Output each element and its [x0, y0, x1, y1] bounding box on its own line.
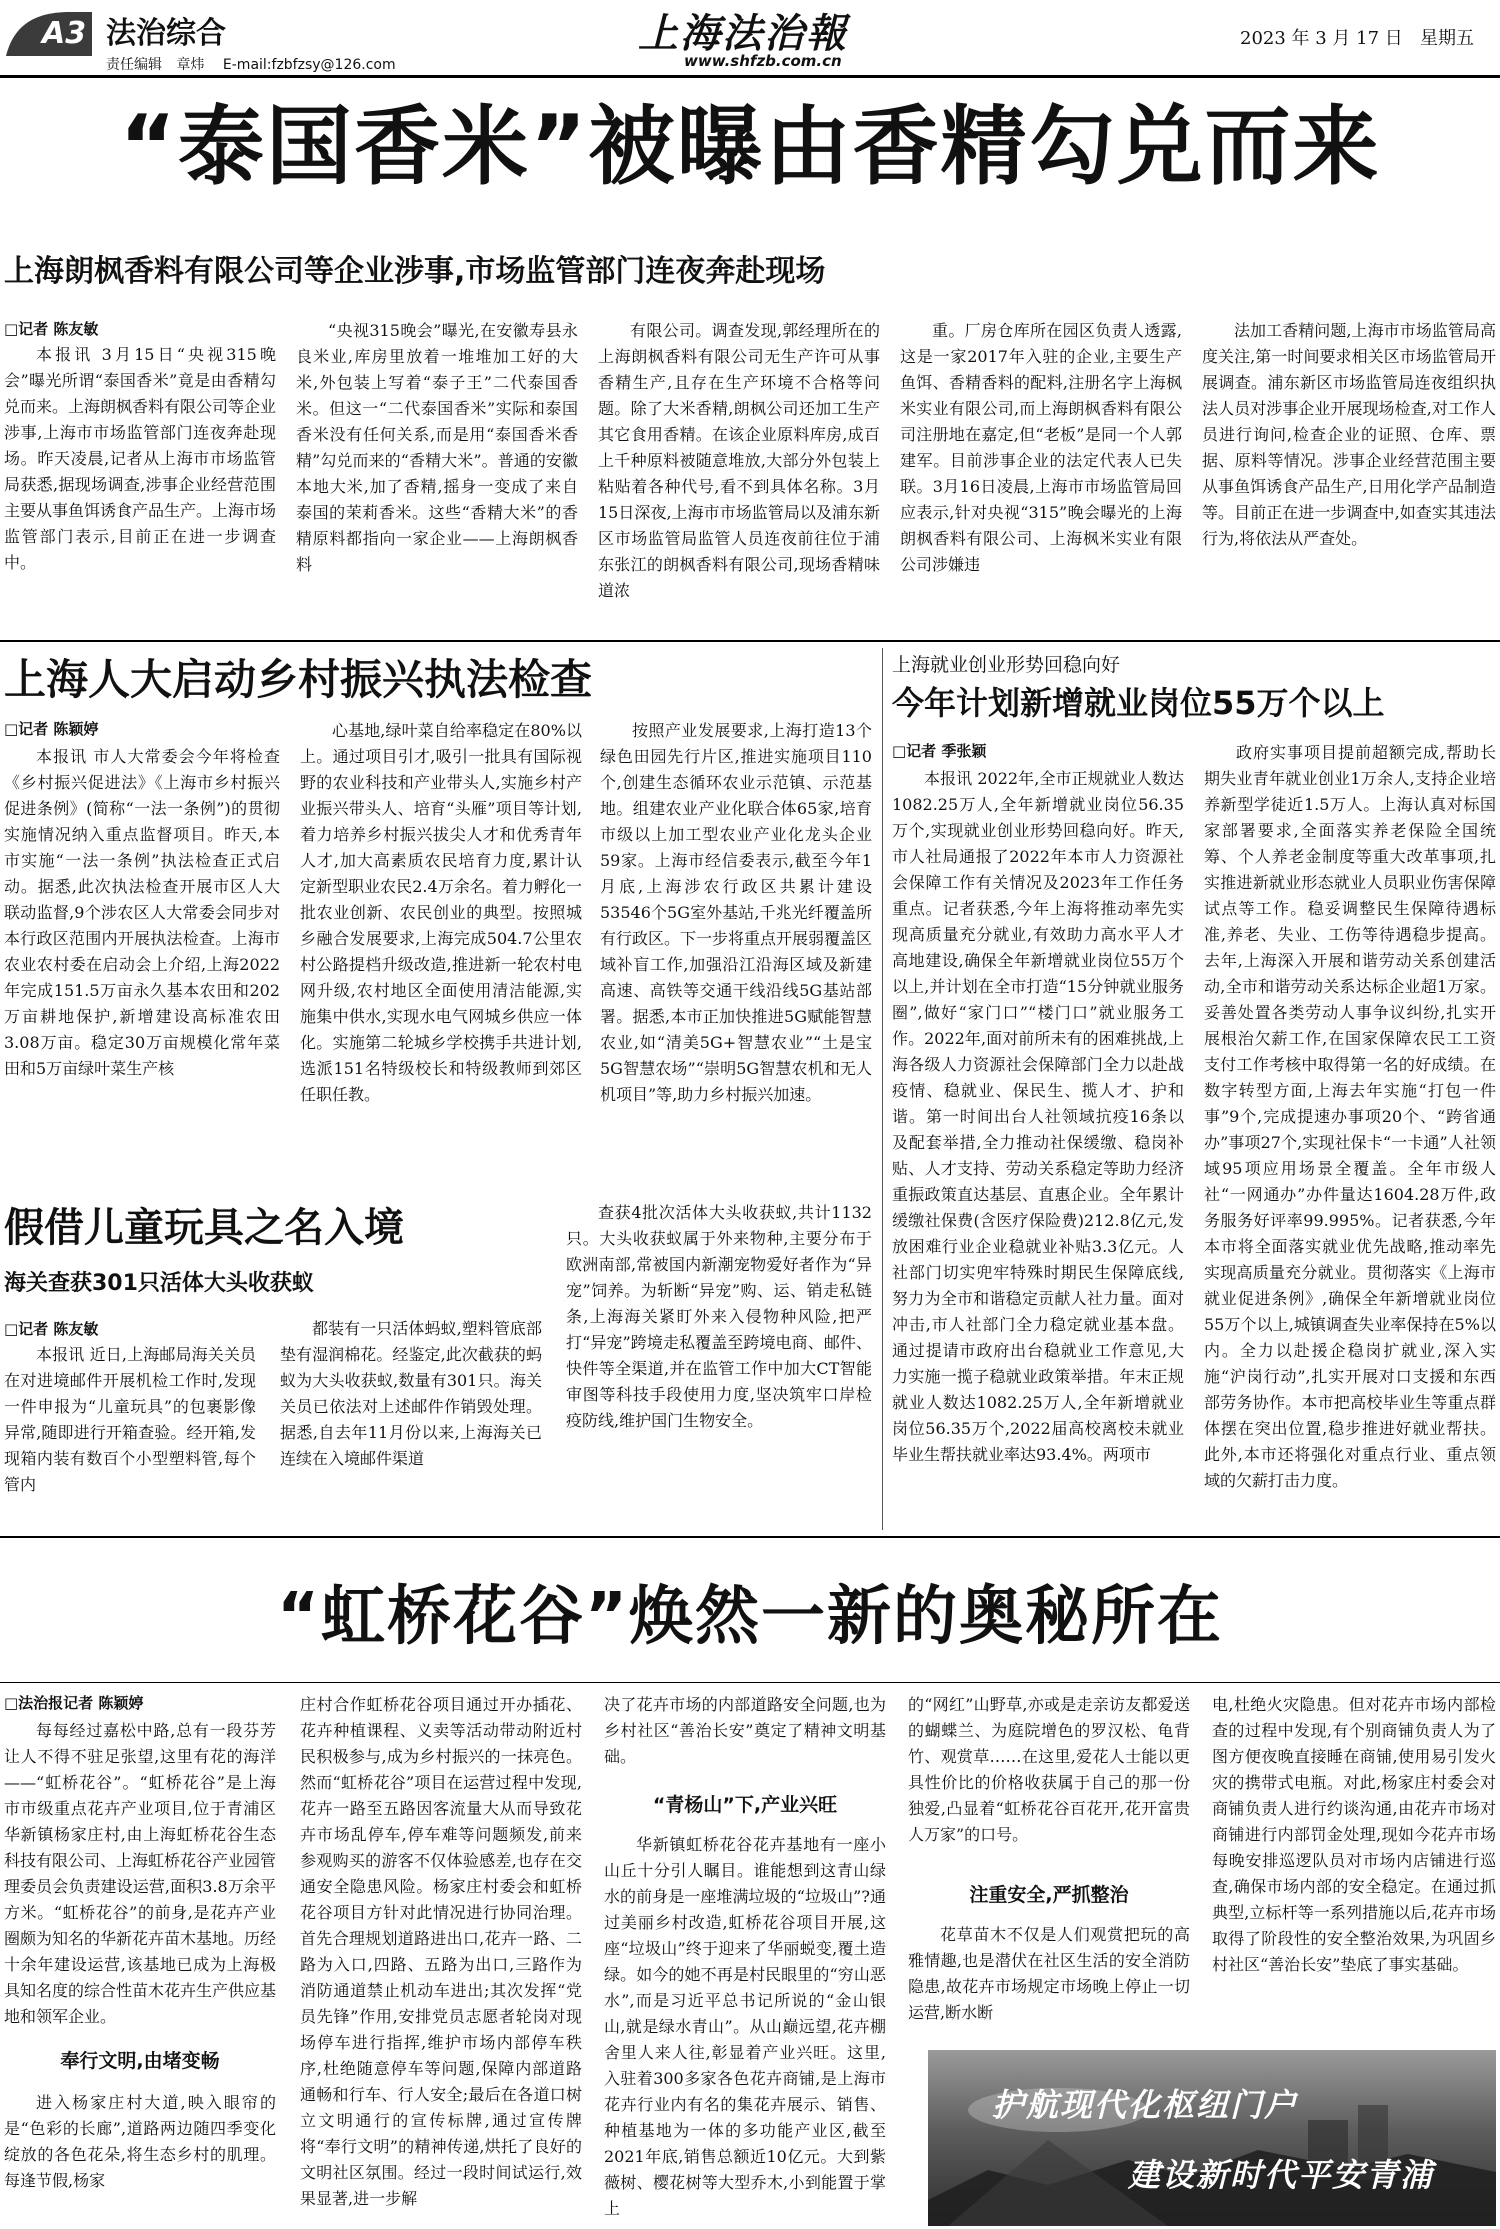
story3-col1: 本报讯 近日,上海邮局海关关员在对进境邮件开展机检工作时,发现一件申报为“儿童玩具”的包裹影像异常,随即进行开箱查验。经开箱,发现箱内装有数百个小型塑料管,每个管内 [4, 1345, 256, 1494]
page-number: A3 [42, 16, 87, 51]
issue-date: 2023 年 3 月 17 日 [1240, 28, 1403, 49]
story5-subhead2: “青杨山”下,产业兴旺 [652, 1794, 838, 1816]
story2-col1: 本报讯 市人大常委会今年将检查《乡村振兴促进法》《上海市乡村振兴促进条例》(简称“一法一条例”)的贯彻实施情况纳入重点监督项目。昨天,本市实施“一法一条例”执法检查正式启动。据悉,此次执法检查开展市区人大联动监督,9个涉农区人大常委会同步对本行政区范围内开展执法检查。上海市农业农村委在启动会上介绍,上海2022年完成151.5万亩永久基本农田和202万亩耕地保护,新增建设高标准农田3.08万亩。稳定30万亩规模化常年菜田和5万亩绿叶菜生产核 [4, 747, 280, 1078]
issue-weekday: 星期五 [1420, 28, 1474, 49]
editor-name: 章炜 [176, 57, 205, 73]
story5-subhead1: 奉行文明,由堵变畅 [60, 2050, 220, 2072]
paper-name: 上海法治報 [638, 10, 848, 57]
story4-byline: □记者 季张颖 [892, 742, 987, 760]
page-number-tab [0, 6, 96, 60]
story4-bottom-rule [0, 1536, 1500, 1538]
story5-col3b: 华新镇虹桥花谷花卉基地有一座小山丘十分引人瞩目。谁能想到这青山绿水的前身是一座堆满垃圾的“垃圾山”?通过美丽乡村改造,虹桥花谷项目开展,这座“垃圾山”终于迎来了华丽蜕变,覆土造绿。如今的她不再是村民眼里的“穷山恶水”,而是习近平总书记所说的“金山银山,就是绿水青山”。从山巅远望,花卉棚舍里人来人往,彰显着产业兴旺。这里,入驻着300多家各色花卉商铺,是上海市花卉行业内有名的集花卉展示、销售、种植基地为一体的多功能产业区,截至2021年底,销售总额近10亿元。大到紫薇树、樱花树等大型乔木,小到能置于掌上 [604, 1835, 886, 2218]
story1-col1: 本报讯 3月15日“央视315晚会”曝光所谓“泰国香米”竟是由香精勾兑而来。上海朗枫香料有限公司等企业涉事,上海市市场监管部门连夜奔赴现场。昨天凌晨,记者从上海市市场监管局获悉,据现场调查,涉事企业经营范围主要从事鱼饵诱食产品生产。上海市场监管部门表示,目前正在进一步调查中。 [4, 345, 276, 572]
story4-kicker: 上海就业创业形势回稳向好 [892, 654, 1121, 676]
story2-col3: 按照产业发展要求,上海打造13个绿色田园先行片区,推进实施项目110个,创建生态循环农业示范镇、示范基地。组建农业产业化联合体65家,培育市级以上加工型农业产业化龙头企业59家。上海市经信委表示,截至今年1月底,上海涉农行政区共累计建设53546个5G室外基站,千兆光纤覆盖所有行政区。下一步将重点开展弱覆盖区域补盲工作,加强沿江沿海区域及新建高速、高铁等交通干线沿线5G基站部署。据悉,本市正加快推进5G赋能智慧农业,如“清美5G+智慧农业”“土是宝5G智慧农场”“崇明5G智慧农机和无人机项目”等,助力乡村振兴加速。 [600, 721, 872, 1104]
story3-col2: 都装有一只活体蚂蚁,塑料管底部垫有湿润棉花。经鉴定,此次截获的蚂蚁为大头收获蚁,数量有301只。海关关员已依法对上述邮件作销毁处理。据悉,自去年11月份以来,上海海关已连续在入境邮件渠道 [280, 1319, 542, 1468]
story1-col4: 重。厂房仓库所在园区负责人透露,这是一家2017年入驻的企业,主要生产鱼饵、香精香料的配料,注册名字上海枫米实业有限公司,而上海朗枫香料有限公司注册地在嘉定,但“老板”是同一个人郭建军。目前涉事企业的法定代表人已失联。3月16日凌晨,上海市市场监管局回应表示,针对央视“315”晚会曝光的上海朗枫香料有限公司、上海枫米实业有限公司涉嫌违 [900, 321, 1182, 574]
story1-bottom-rule [0, 640, 1500, 642]
story1-byline: □记者 陈友敏 [4, 320, 99, 338]
story4-col2: 政府实事项目提前超额完成,帮助长期失业青年就业创业1万余人,支持企业培养新型学徒近1.5万人。上海认真对标国家部署要求,全面落实养老保险全国统筹、个人养老金制度等重大改革事项,扎实推进新就业形态就业人员职业伤害保障试点等工作。稳妥调整民生保障待遇标准,养老、失业、工伤等待遇稳步提高。去年,上海深入开展和谐劳动关系创建活动,全市和谐劳动关系达标企业超1万家。妥善处置各类劳动人事争议纠纷,扎实开展根治欠薪工作,在国家保障农民工工资支付工作考核中取得第一名的好成绩。在数字转型方面,上海去年实施“打包一件事”9个,完成提速办事项20个、“跨省通办”事项27个,实现社保卡“一卡通”人社领域95项应用场景全覆盖。全年市级人社“一网通办”办件量达1604.28万件,政务服务好评率99.995%。记者获悉,今年本市将全面落实就业优先战略,推动率先实现高质量充分就业。贯彻落实《上海市就业促进条例》,确保全年新增就业岗位55万个以上,城镇调查失业率保持在5%以内。全力以赴援企稳岗扩就业,深入实施“沪岗行动”,扎实开展对口支援和东西部劳务协作。本市把高校毕业生等重点群体摆在突出位置,稳步推进好就业帮扶。此外,本市还将强化对重点行业、重点领域的欠薪打击力度。 [1204, 743, 1496, 1490]
story5-top-rule [0, 1682, 1500, 1683]
story5-col4b: 花草苗木不仅是人们观赏把玩的高雅情趣,也是潜伏在社区生活的安全消防隐患,故花卉市场规定市场晚上停止一切运营,断水断 [908, 1925, 1190, 2022]
banner-skyline [928, 2050, 1496, 2226]
story4-headline: 今年计划新增就业岗位55万个以上 [892, 684, 1385, 722]
story2-byline: □记者 陈颖婷 [4, 720, 99, 738]
story5-headline: “虹桥花谷”焕然一新的奥秘所在 [276, 1580, 1224, 1654]
story5-col1b: 进入杨家庄村大道,映入眼帘的是“色彩的长廊”,道路两边随四季变化绽放的各色花朵,将生态乡村的肌理。每逢节假,杨家 [4, 2093, 276, 2190]
story5-byline: □法治报记者 陈颖婷 [4, 1694, 144, 1712]
story5-subhead3: 注重安全,严抓整治 [969, 1884, 1129, 1906]
paper-website: www.shfzb.com.cn [684, 52, 842, 70]
column-divider [882, 648, 883, 1530]
story5-col1: 每每经过嘉松中路,总有一段芬芳让人不得不驻足张望,这里有花的海洋——“虹桥花谷”。“虹桥花谷”是上海市市级重点花卉产业项目,位于青浦区华新镇杨家庄村,由上海虹桥花谷生态科技有限公司、上海虹桥花谷产业园管理委员会负责建设运营,面积3.8万余平方米。“虹桥花谷”的前身,是花卉产业圈颇为知名的华新花卉苗木基地。历经十余年建设运营,该基地已成为上海极具知名度的综合性苗木花卉生产供应基地和领军企业。 [4, 1721, 276, 2026]
story5-col3a: 决了花卉市场的内部道路安全问题,也为乡村社区“善治长安”奠定了精神文明基础。 [604, 1695, 886, 1766]
story1-headline: “泰国香米”被曝由香精勾兑而来 [119, 97, 1381, 197]
story2-headline: 上海人大启动乡村振兴执法检查 [4, 655, 593, 704]
story3-col3: 查获4批次活体大头收获蚁,共计1132只。大头收获蚁属于外来物种,主要分布于欧洲南部,常被国内新潮宠物爱好者作为“异宠”饲养。为斩断“异宠”购、运、销走私链条,上海海关紧盯外来入侵物种风险,把严打“异宠”跨境走私覆盖至跨境电商、邮件、快件等全渠道,并在监管工作中加大CT智能审图等科技手段使用力度,坚决筑牢口岸检疫防线,维护国门生物安全。 [566, 1203, 872, 1430]
editor-line [106, 54, 396, 74]
story1-col2: “央视315晚会”曝光,在安徽寿县永良米业,库房里放着一堆堆加工好的大米,外包装上写着“泰子王”二代泰国香米。但这一“二代泰国香米”实际和泰国香米没有任何关系,而是用“泰国香米香精”勾兑而来的“香精大米”。普通的安徽本地大米,加了香精,摇身一变成了来自泰国的茉莉香米。这些“香精大米”的香精原料都指向一家企业——上海朗枫香料 [296, 321, 578, 574]
story5-col5: 电,杜绝火灾隐患。但对花卉市场内部检查的过程中发现,有个别商铺负责人为了图方便夜晚直接睡在商铺,使用易引发火灾的携带式电瓶。对此,杨家庄村委会对商铺负责人进行约谈沟通,由花卉市场对商铺进行内部罚金处理,现如今花卉市场每晚安排巡逻队员对市场内店铺进行巡查,确保市场内部的安全稳定。在通过抓典型,立标杆等一系列措施以后,花卉市场取得了阶段性的安全整治效果,为巩固乡村社区“善治长安”垫底了事实基础。 [1212, 1695, 1496, 1974]
story3-byline: □记者 陈友敏 [4, 1320, 99, 1338]
editor-label: 责任编辑 [106, 57, 162, 73]
story1-col3: 有限公司。调查发现,郭经理所在的上海朗枫香料有限公司无生产许可从事香精生产,且存在生产环境不合格等问题。除了大米香精,朗枫公司还加工生产其它食用香精。在该企业原料库房,成百上千种原料被随意堆放,大部分外包装上粘贴着各种代号,看不到具体名称。3月15日深夜,上海市市场监管局以及浦东新区市场监管局监管人员连夜前往位于浦东张江的朗枫香料有限公司,现场香精味道浓 [598, 321, 880, 600]
story1-col5: 法加工香精问题,上海市市场监管局高度关注,第一时间要求相关区市场监管局开展调查。浦东新区市场监管局连夜组织执法人员对涉事企业开展现场检查,对工作人员进行询问,检查企业的证照、仓库、票据、原料等情况。涉事企业经营范围主要从事鱼饵诱食产品生产,日用化学产品制造等。目前正在进一步调查中,如查实其违法行为,将依法从严查处。 [1202, 321, 1496, 548]
masthead [0, 0, 1500, 72]
banner-line1: 护航现代化枢纽门户 [992, 2086, 1299, 2124]
banner-line2: 建设新时代平安青浦 [1128, 2156, 1435, 2194]
editor-email: E-mail:fzbfzsy@126.com [222, 57, 396, 73]
story2-col2: 心基地,绿叶菜自给率稳定在80%以上。通过项目引才,吸引一批具有国际视野的农业科技和产业带头人,实施乡村产业振兴带头人、培育“头雁”项目等计划,着力培养乡村振兴拔尖人才和优秀青年人才,加大高素质农民培育力度,累计认定新型职业农民2.4万余名。着力孵化一批农业创新、农民创业的典型。按照城乡融合发展要求,上海完成504.7公里农村公路提档升级改造,推进新一轮农村电网升级,农村地区全面使用清洁能源,实施集中供水,实现水电气网城乡供应一体化。实施第二轮城乡学校携手共进计划,选派151名特级校长和特级教师到郊区任职任教。 [300, 721, 582, 1104]
story5-col4a: 的“网红”山野草,亦或是走亲访友都爱送的蝴蝶兰、为庭院增色的罗汉松、龟背竹、观赏草……在这里,爱花人士能以更具性价比的价格收获属于自己的那一份独爱,凸显着“虹桥花谷百花开,花开富贵人万家”的口号。 [908, 1695, 1190, 1844]
story3-headline: 假借儿童玩具之名入境 [4, 1205, 404, 1251]
section-title: 法治综合 [106, 16, 226, 51]
story4-col1: 本报讯 2022年,全市正规就业人数达1082.25万人,全年新增就业岗位56.35万个,实现就业创业形势回稳向好。昨天,市人社局通报了2022年本市人力资源社会保障工作有关情况及2023年工作任务重点。记者获悉,今年上海将推动率先实现高质量充分就业,有效助力高水平人才高地建设,确保全年新增就业岗位55万个以上,并计划在全市打造“15分钟就业服务圈”,做好“家门口”“楼门口”就业服务工作。2022年,面对前所未有的困难挑战,上海各级人力资源社会保障部门全力以赴战疫情、稳就业、保民生、揽人才、护和谐。第一时间出台人社领域抗疫16条以及配套举措,全力推动社保缓缴、稳岗补贴、人才支持、劳动关系稳定等助力经济重振政策直达基层、直惠企业。全年累计缓缴社保费(含医疗保险费)212.8亿元,发放困难行业企业稳就业补贴3.3亿元。人社部门切实兜牢特殊时期民生保障底线,努力为全市和谐稳定贡献人社力量。面对冲击,市人社部门全力稳定就业基本盘。通过提请市政府出台稳就业工作意见,大力实施一揽子稳就业政策举措。年末正规就业人数达1082.25万人,全年新增就业岗位56.35万个,2022届高校离校未就业毕业生帮扶就业率达93.4%。两项市 [892, 769, 1184, 1464]
story1-subtitle: 上海朗枫香料有限公司等企业涉事,市场监管部门连夜奔赴现场 [4, 254, 826, 289]
banner-image [928, 2050, 1496, 2226]
masthead-rule [0, 75, 1500, 78]
story5-col2: 庄村合作虹桥花谷项目通过开办插花、花卉种植课程、义卖等活动带动附近村民积极参与,成为乡村振兴的一抹亮色。然而“虹桥花谷”项目在运营过程中发现,花卉一路至五路因客流量大从而导致花卉市场乱停车,停车难等问题频发,前来参观购买的游客不仅体验感差,也存在交通安全隐患风险。杨家庄村委会和虹桥花谷项目方针对此情况进行协同治理。首先合理规划道路进出口,花卉一路、二路为入口,四路、五路为出口,三路作为消防通道禁止机动车进出;其次发挥“党员先锋”作用,安排党员志愿者轮岗对现场停车进行指挥,维护市场内部停车秩序,杜绝随意停车等问题,保障内部道路通畅和行车、行人安全;最后在各道口树立文明通行的宣传标牌,通过宣传牌将“奉行文明”的精神传递,烘托了良好的文明社区氛围。经过一段时间试运行,效果显著,进一步解 [300, 1695, 582, 2208]
story3-subtitle: 海关查获301只活体大头收获蚁 [4, 1271, 314, 1296]
